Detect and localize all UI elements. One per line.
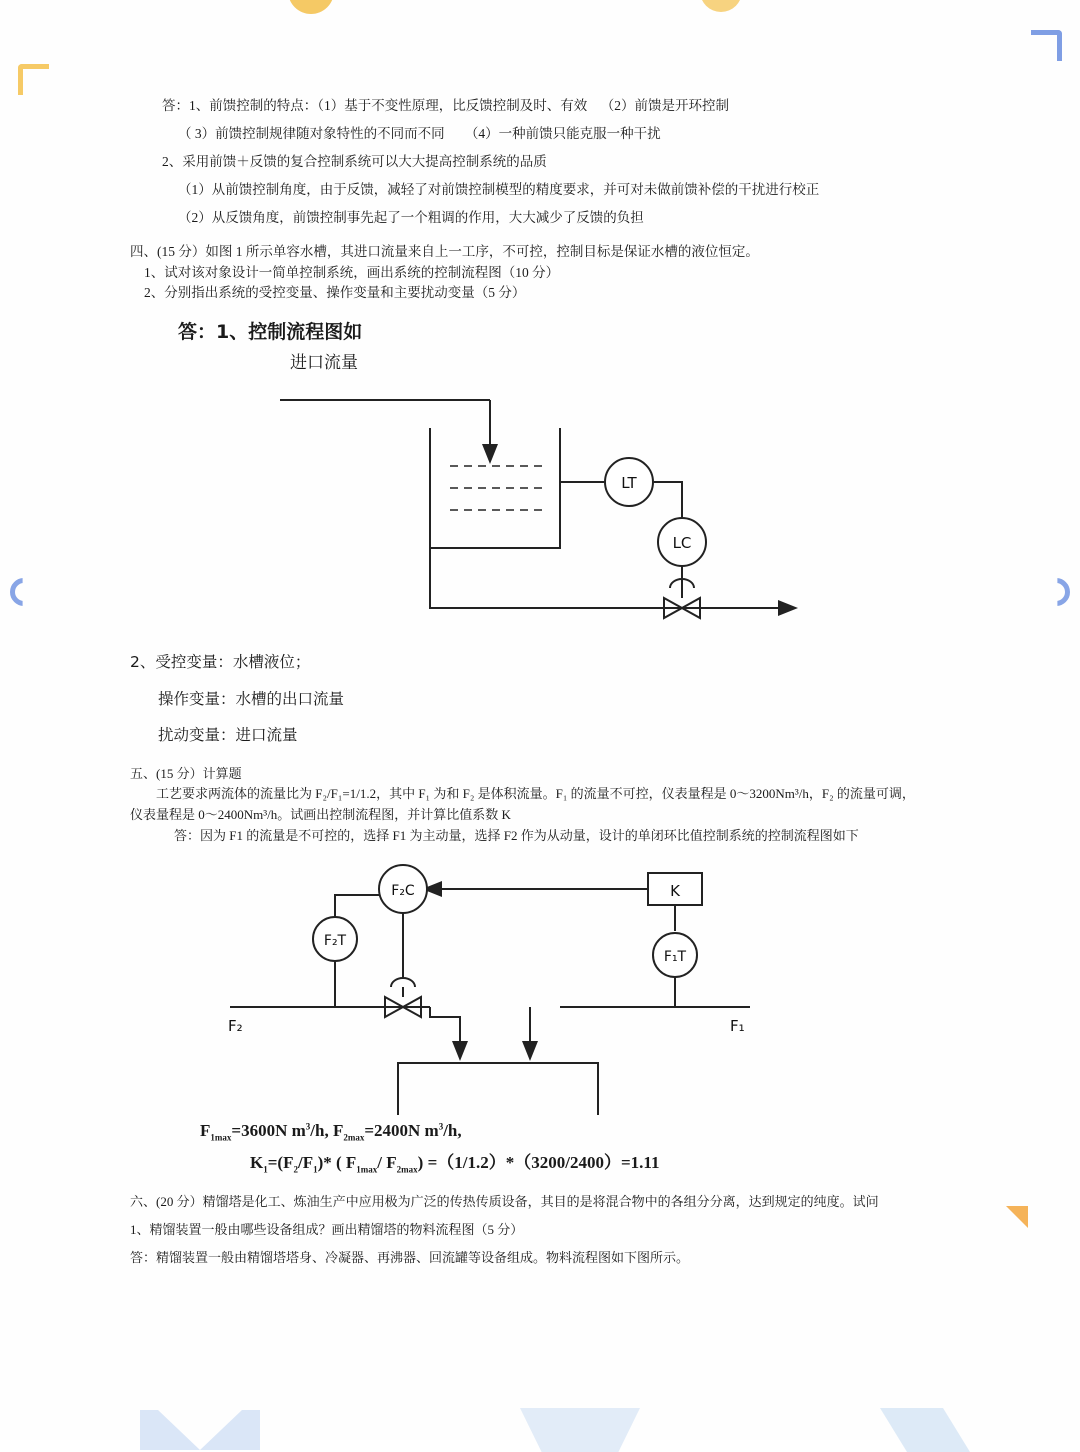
question-4-answer-1: 2、受控变量：水槽液位；	[130, 653, 311, 672]
question-4-answer-heading: 答：1、控制流程图如	[178, 321, 363, 344]
answer-line-1: 答：1、前馈控制的特点：（1）基于不变性原理，比反馈控制及时、有效 （2）前馈是开环控制	[162, 98, 729, 113]
svg-text:LT: LT	[621, 474, 637, 493]
question-4-answer-3: 扰动变量：进口流量	[158, 726, 298, 745]
question-6-answer: 答：精馏装置一般由精馏塔塔身、冷凝器、再沸器、回流罐等设备组成。物料流程图如下图所示。	[130, 1250, 690, 1266]
svg-text:F₁: F₁	[730, 1016, 745, 1035]
svg-text:F₂C: F₂C	[391, 882, 415, 899]
answer-line-5: （2）从反馈角度，前馈控制事先起了一个粗调的作用，大大减少了反馈的负担	[178, 209, 644, 225]
svg-text:LC: LC	[672, 534, 692, 553]
svg-text:F₂: F₂	[228, 1016, 243, 1035]
scan-marker-top-blob-b	[700, 0, 742, 12]
question-4-item-2: 2、分别指出系统的受控变量、操作变量和主要扰动变量（5 分）	[144, 285, 526, 301]
question-6-stem: 六、(20 分）精馏塔是化工、炼油生产中应用极为广泛的传热传质设备，其目的是将混合物中的各组分分离，达到规定的纯度。试问	[130, 1194, 879, 1210]
svg-text:F₁T: F₁T	[663, 948, 687, 965]
answer-line-2: （ 3）前馈控制规律随对象特性的不同而不同 （4）一种前馈只能克服一种干扰	[178, 125, 661, 141]
question-5-line-3: 答：因为 F1 的流量是不可控的，选择 F1 为主动量，选择 F2 作为从动量，设计的单闭环比值控制系统的控制流程图如下	[174, 828, 859, 844]
scan-marker-footer-d	[880, 1408, 970, 1452]
scan-marker-footer-a	[140, 1410, 200, 1450]
question-4-item-1: 1、试对该对象设计一简单控制系统，画出系统的控制流程图（10 分）	[144, 264, 560, 280]
scan-marker-footer-b	[200, 1410, 260, 1450]
svg-text:F₂T: F₂T	[323, 932, 347, 949]
figure2-drawing	[130, 855, 950, 1115]
question-6-item: 1、精馏装置一般由哪些设备组成？画出精馏塔的物料流程图（5 分）	[130, 1222, 524, 1238]
scan-marker-bottom-right	[1006, 1206, 1028, 1228]
question-4-stem: 四、(15 分）如图 1 所示单容水槽，其进口流量来自上一工序，不可控，控制目标是保证水槽的液位恒定。	[130, 243, 759, 259]
scan-marker-top-right	[1031, 30, 1062, 61]
figure-ratio-control	[130, 855, 950, 1115]
figure1-drawing	[130, 348, 950, 648]
question-4-answer-2: 操作变量：水槽的出口流量	[158, 689, 345, 708]
scan-marker-top-left	[18, 64, 49, 95]
document-content	[130, 96, 950, 1269]
scan-marker-top-blob-a	[288, 0, 334, 14]
question-5-title: 五、(15 分）计算题	[130, 765, 242, 781]
scan-marker-mid-left	[10, 578, 38, 606]
formula-line-2: $K_1=(F_2/F_1)*$ ( $F_{1max}/$ $F_{2max}) =(1/1.2)*(3200/2400)=1.11$	[250, 1153, 660, 1175]
formula-line-1: $F_{1max}=3600N$ $m^3/h$, $F_{2max}=2400N$ $m^3/h$,	[200, 1120, 462, 1143]
scan-marker-footer-c	[520, 1408, 640, 1452]
answer-line-4: （1）从前馈控制角度，由于反馈，减轻了对前馈控制模型的精度要求，并可对未做前馈补偿的干扰进行校正	[178, 181, 820, 197]
figure-tank-level-control	[130, 348, 950, 648]
question-5-line-2: 仪表量程是 0～2400Nm³/h。试画出控制流程图，并计算比值系数 K	[130, 807, 511, 823]
scan-marker-mid-right	[1042, 578, 1070, 606]
figure1-inlet-label: 进口流量	[290, 353, 358, 374]
answer-line-3: 2、采用前馈＋反馈的复合控制系统可以大大提高控制系统的品质	[162, 153, 547, 169]
question-5-line-1: 工艺要求两流体的流量比为 F₂/F₁=1/1.2，其中 F₁ 为和 F₂ 是体积流量。F₁ 的流量不可控，仪表量程是 0～3200Nm³/h，F₂ 的流量可调，	[156, 786, 915, 802]
svg-text:K: K	[670, 881, 680, 900]
